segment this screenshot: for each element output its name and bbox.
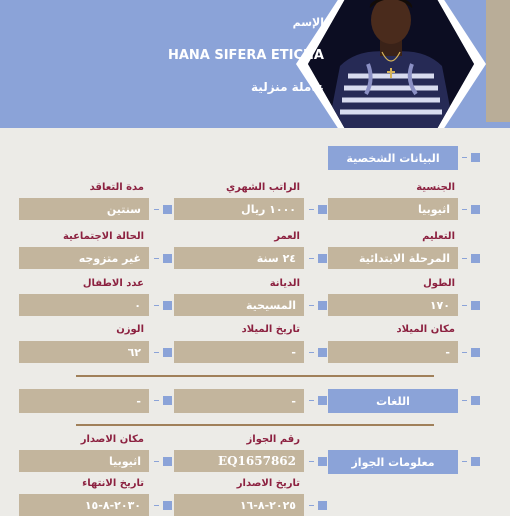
height-label: الطول xyxy=(423,278,455,289)
field-marker xyxy=(471,301,480,310)
expiry-date-value: ٢٠٣٠-٨-١٥ xyxy=(19,494,149,516)
field-marker xyxy=(163,501,172,510)
field-connector xyxy=(309,352,314,353)
issue-date-label: تاريخ الاصدار xyxy=(236,478,300,489)
section-passport: معلومات الجواز xyxy=(328,450,458,474)
section-divider xyxy=(76,424,434,426)
section-marker xyxy=(471,457,480,466)
job-title: عاملة منزلية xyxy=(251,80,324,94)
field-marker xyxy=(163,348,172,357)
field-connector xyxy=(154,505,159,506)
birthdate-value: - xyxy=(174,341,304,363)
education-value: المرحلة الابتدائية xyxy=(328,247,458,269)
field-connector xyxy=(154,461,159,462)
salary-value: ١٠٠٠ ريال xyxy=(174,198,304,220)
field-connector xyxy=(154,352,159,353)
issue-date-value: ٢٠٢٥-٨-١٦ xyxy=(174,494,304,516)
children-label: عدد الاطفال xyxy=(82,278,144,289)
nationality-value: اثيوبيا xyxy=(328,198,458,220)
field-marker xyxy=(163,205,172,214)
section-marker xyxy=(471,396,480,405)
section-connector xyxy=(462,157,467,158)
field-connector xyxy=(154,258,159,259)
field-marker xyxy=(318,396,327,405)
field-marker xyxy=(471,348,480,357)
marital-status-label: الحالة الاجتماعية xyxy=(62,231,144,242)
passport-number-value: EQ1657862 xyxy=(174,450,304,472)
birthplace-label: مكان الميلاد xyxy=(396,324,455,335)
field-connector xyxy=(154,209,159,210)
field-marker xyxy=(163,396,172,405)
section-personal-info: البيانات الشخصية xyxy=(328,146,458,170)
birthdate-label: تاريخ الميلاد xyxy=(241,324,300,335)
name-label: الإسم xyxy=(292,16,324,29)
field-connector xyxy=(309,461,314,462)
weight-value: ٦٢ xyxy=(19,341,149,363)
marital-status-value: غير متزوجه xyxy=(19,247,149,269)
section-connector xyxy=(462,400,467,401)
field-marker xyxy=(163,254,172,263)
field-marker xyxy=(471,254,480,263)
issue-place-label: مكان الاصدار xyxy=(80,434,144,445)
language-value: - xyxy=(19,389,149,413)
field-marker xyxy=(318,348,327,357)
field-connector xyxy=(309,305,314,306)
height-value: ١٧٠ xyxy=(328,294,458,316)
section-connector xyxy=(462,461,467,462)
field-marker xyxy=(318,254,327,263)
field-connector xyxy=(309,258,314,259)
field-connector xyxy=(154,305,159,306)
field-connector xyxy=(309,209,314,210)
section-marker xyxy=(471,153,480,162)
age-value: ٢٤ سنة xyxy=(174,247,304,269)
header-side-strip xyxy=(486,0,510,122)
expiry-date-label: تاريخ الانتهاء xyxy=(82,478,144,489)
field-marker xyxy=(163,301,172,310)
language-value: - xyxy=(174,389,304,413)
field-connector xyxy=(309,400,314,401)
field-connector xyxy=(462,352,467,353)
field-marker xyxy=(318,205,327,214)
field-marker xyxy=(318,457,327,466)
salary-label: الراتب الشهري xyxy=(226,182,300,193)
field-marker xyxy=(471,205,480,214)
field-connector xyxy=(462,258,467,259)
field-marker xyxy=(318,501,327,510)
field-marker xyxy=(163,457,172,466)
section-languages: اللغات xyxy=(328,389,458,413)
passport-number-label: رقم الجواز xyxy=(246,434,300,445)
religion-value: المسيحية xyxy=(174,294,304,316)
education-label: التعليم xyxy=(422,231,455,242)
field-connector xyxy=(154,400,159,401)
field-marker xyxy=(318,301,327,310)
contract-value: سنتين xyxy=(19,198,149,220)
religion-label: الديانة xyxy=(269,278,300,289)
nationality-label: الجنسية xyxy=(416,182,455,193)
birthplace-value: - xyxy=(328,341,458,363)
field-connector xyxy=(309,505,314,506)
weight-label: الوزن xyxy=(116,324,144,335)
employee-name: HANA SIFERA ETICHA xyxy=(167,48,324,63)
field-connector xyxy=(462,305,467,306)
section-divider xyxy=(76,375,434,377)
contract-label: مدة التعاقد xyxy=(89,182,144,193)
age-label: العمر xyxy=(274,231,300,242)
issue-place-value: اثيوبيا xyxy=(19,450,149,472)
field-connector xyxy=(462,209,467,210)
children-value: ٠ xyxy=(19,294,149,316)
